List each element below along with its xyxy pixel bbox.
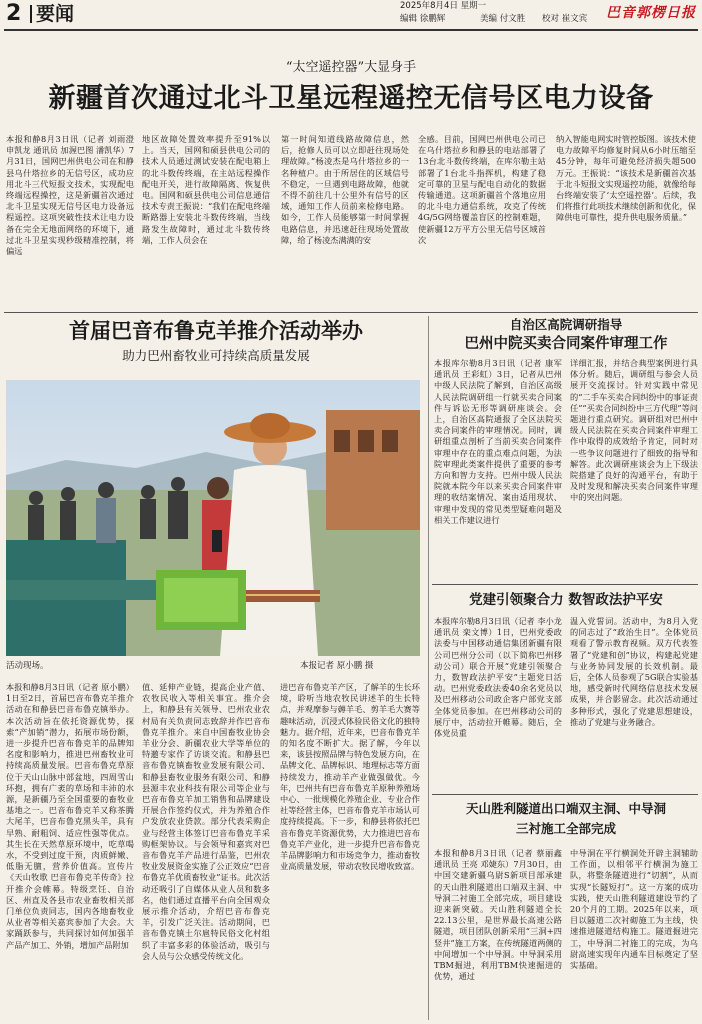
page-number: 2 — [6, 1, 22, 26]
lead-bottom-rule — [4, 312, 698, 313]
issue-date: 2025年8月4日 星期一 — [400, 1, 487, 11]
lead-column-4: 全感。目前，国网巴州供电公司已在乌什塔拉乡和静县的电站部署了13台北斗数传终端，在库尔勒主站部署了1台北斗指挥机，构建了稳定可靠的卫星与配电自动化的数据传输通道。这项新疆首个落地应用的北斗电力通信系统，攻克了传统4G/5G网络覆盖盲区的控制难题，使新疆12万平方公里无信号区域首次 — [418, 134, 546, 245]
masthead-bar — [0, 0, 702, 30]
lead-column-5: 纳入智能电网实时管控版图。该技术使电力故障平均修复时间从6小时压缩至45分钟，每年可避免经济损失超500万元。王振说：“该技术是新疆首次基于北斗短报文实现遥控功能，就像给每台终端安装了‘太空遥控器’。后续，我们将推行此项技术继续创新和优化，保障供电可靠性，提升供电服务质量。” — [556, 134, 696, 223]
court-headline-line-2: 巴州中院买卖合同案件审理工作 — [464, 335, 668, 352]
party-bottom-rule — [432, 794, 698, 795]
event-scene-illustration — [6, 380, 420, 656]
lead-kicker: “太空遥控器”大显身手 — [285, 60, 417, 75]
tunnel-headline-line-2: 三衬施工全部完成 — [515, 821, 616, 836]
sheep-column-1: 本报和静8月3日讯（记者 原小鹏）1日至2日，首届巴音布鲁克羊推介活动在和静县巴音布鲁克镇举办。本次活动旨在依托资源优势，探索“产加销”潜力，拓展市场份额，进一步提升巴音布鲁克羊的品牌知名度和影响力，推进巴州畜牧业可持续高质量发展。巴音布鲁克草原位于天山山脉中部盆地，四周雪山环抱，拥有广袤的草场和丰沛的水源，是新疆乃至全国重要的畜牧业基地之一。巴音布鲁克羊又称茶腾大尾羊，巴音布鲁克黑头羊，具有早熟、耐粗饲、适应性强等优点。其生长在天然草原环境中，吃草喝水，不受到过度干预，肉质鲜嫩、低脂无膻，营养价值高。宣传片《天山牧歌 巴音布鲁克羊传奇》拉开推介会帷幕。特级烹饪、自治区、州直及各县市农业畜牧相关部门单位负责同志，国内各地畜牧业从业者等相关嘉宾参加了大会。大家踊跃参与，共同探讨如何加强羊产品产加工、外销，增加产品附加 — [6, 682, 134, 950]
proofreader-credit: 校对 崔文宾 — [542, 14, 588, 24]
right-column-divider — [428, 316, 429, 1020]
lead-headline: 新疆首次通过北斗卫星远程遥控无信号区电力设备 — [48, 83, 654, 114]
newspaper-logo: 巴音郭楞日报 — [606, 5, 696, 21]
lead-column-2: 地区故障处置效率提升至91%以上。当天，国网和硕县供电公司的技术人员通过测试安装在配电箱上的北斗数传终端，在主站远程操作配电开关，进行故障隔离、恢复供电。国网和硕县供电公司信息通信技术专责王振说：“我们在配电终端断路器上安装北斗数传终端，当线路发生故障时，通过北斗数传终端，工作人员会在 — [142, 134, 270, 245]
party-headline: 党建引领聚合力 数智政法护平安 — [469, 592, 663, 608]
photo-caption: 活动现场。 — [6, 661, 49, 671]
sheep-subhead: 助力巴州畜牧业可持续高质量发展 — [122, 348, 310, 363]
page-number-divider — [30, 5, 32, 23]
lead-column-1: 本报和静8月3日讯（记者 刘雨澄 申凯龙 通讯员 加渥巴图 潘凯华）7月31日，国网巴州供电公司在和静县乌什塔拉乡的无信号区，成功应用北斗三代短报文技术，实现配电终端远程操控，这是新疆首次通过北斗卫星实现无信号区电力设备远程遥控。这项突破性技术让电力设备在完全无地面网络的环境下，通过北斗卫星实现秒级精准控制，将偏远 — [6, 134, 134, 257]
photo-credit: 本报记者 原小鹏 摄 — [300, 661, 374, 671]
court-column-1: 本报库尔勒8月3日讯（记者 康军 通讯员 王彩虹）3日，记者从巴州中级人民法院了解到，自治区高级人民法院调研组一行就买卖合同案件与诉讼无形等调研座谈会。会上，自治区高院通报了全区法院买卖合同案件的审理情况。同时，调研组重点剖析了当前买卖合同案件审理中存在的重点难点问题，为法院审理此类案件提供了重要的参考方向和智力支持。巴州中级人民法院就本院今年以来买卖合同案件审理的收结案情况、案由适用现状、审理中发现的常见类型疑难问题及相关工作建议进行 — [434, 358, 562, 525]
court-column-2: 详细汇报，并结合典型案例进行具体分析。随后，调研组与参会人员展开交流探讨。针对实践中常见的“二手车买卖合同纠纷中的事证责任”“买卖合同纠纷中三方代理”等问题进行重点研究。调研组对巴州中级人民法院在买卖合同案件审理工作中取得的成效给予肯定，同时对一些争议问题进行了细致的指导和解答。此次调研座谈会为上下级法院搭建了良好的沟通平台，有助于及时发现和解决买卖合同案件审理中的突出问题。 — [570, 358, 698, 503]
tunnel-column-1: 本报和静8月3日讯（记者 蔡丽鑫 通讯员 王亮 邓婕东）7月30日，由中国交建新疆乌尉S新项目部承建的天山胜利隧道出口端双主洞、中导洞二衬施工全部完成，项目建设迎来新突破。天山胜利隧道全长22.13公里，是世界最长高速公路隧道，项目团队创新采用“三洞+四竖井”施工方案，在传统隧道两侧的中间增加一个中导洞。中导洞采用TBM掘进，利用TBM快速掘进的优势，通过 — [434, 848, 562, 982]
sheep-headline: 首届巴音布鲁克羊推介活动举办 — [69, 318, 363, 343]
section-title: 要闻 — [36, 3, 75, 25]
party-column-1: 本报库尔勒8月3日讯（记者 李小龙 通讯员 栾文博）1日，巴州党委政法委与中国移动通信集团新疆有限公司巴州分公司（以下简称巴州移动公司）联合开展“党建引领聚合力，数智政法护平安”主题党日活动。巴州党委政法委40余名党员以及巴州移动公司政企客户部党支部全体党员参加。在巴州移动公司的展厅中，活动拉开帷幕。随后，全体党员重 — [434, 616, 562, 739]
court-bottom-rule — [432, 584, 698, 585]
tunnel-column-2: 中导洞在平行横洞处开辟主洞辅助工作面，以相邻平行横洞为施工队，将整条隧道进行“切割”，从而实现“长隧短打”。这一方案的成功实践，使天山胜利隧道建设节约了20个月的工期。2025年以来，项目以隧道二次衬砌施工为主线，快速推进隧道结构施工。隧道掘进完工，中导洞二衬施工的完成，为乌尉高速实现年内通车目标奠定了坚实基础。 — [570, 848, 698, 971]
lead-column-3: 第一时间知道线路故障信息，然后，抢修人员可以立即赶往现场处理故障。”杨凌杰是乌什塔拉乡的一名种植户。由于所居住的区域信号不稳定，一旦遇到电路故障，他就不得不前往几十公里外有信号的区域，通知工作人员前来检修电路。如今，工作人员能够第一时间掌握电路信息，并迅速赶往现场处置故障，给了杨凌杰满满的安 — [281, 134, 409, 245]
party-column-2: 温入党誓词。活动中，为8月入党的同志过了“政治生日”。全体党员观看了警示教育视频。双方代表签署了“党建和创”协议，构建起党建与业务协同发展的长效机制。最后，全体人员参观了5G联合实验基地，感受新时代网络信息技术发展成果，并合影留念。此次活动通过多种形式，强化了党建思想建设，推动了党建与业务融合。 — [570, 616, 698, 727]
sheep-column-2: 值、延伸产业链，提高企业产值、农牧民收入等相关事宜。推介会上，和静县有关领导、巴州农业农村局有关负责同志致辞并作巴音布鲁克羊推介。来自中国畜牧业协会羊业分会、新疆农业大学等单位的特邀专家作了访谈交流。和静县巴音布鲁克镇畜牧业发展有限公司、和静县畜牧业服务有限公司、和静县源丰农业科技有限公司等企业与巴音布鲁克羊加工销售和品牌建设开展合作签约仪式，并为养殖合作户发放农业贷款。部分代表采购企业与经营主体签订巴音布鲁克羊采购框架协议。与会领导和嘉宾对巴音布鲁克羊产品进行品鉴，巴州农牧业发展资金实施了公正效应“巴音布鲁克羊优质畜牧业”证书。此次活动还吸引了自媒体从业人员和数多名，他们通过直播平台向全国观众展示推介活动，介绍巴音布鲁克羊，引发广泛关注。活动期间，巴音布鲁克镇土尔扈特民俗文化村组织了丰富多彩的体验活动，吸引与会人员与公众感受传统文化。 — [142, 682, 270, 961]
header-rule — [4, 29, 698, 31]
art-editor-credit: 美编 付文胜 — [480, 14, 526, 24]
court-headline-line-1: 自治区高院调研指导 — [509, 317, 623, 332]
editor-credit: 编辑 徐鹏辉 — [400, 14, 446, 24]
tunnel-headline-line-1: 天山胜利隧道出口端双主洞、中导洞 — [465, 801, 666, 816]
sheep-event-photo — [6, 380, 420, 656]
sheep-column-3: 进巴音布鲁克羊产区，了解羊的生长环境，聆听当地农牧民讲述羊的生长特点，并观摩参与薅羊毛、剪羊毛大赛等趣味活动，沉浸式体验民俗文化的独特魅力。据介绍，近年来，巴音布鲁克羊的知名度不断扩大。据了解，今年以来，该县按照品牌与特色发展方向，在品牌文化、品牌标识、地理标志等方面持续发力，推动羊产业做强做优。今年，巴州共有巴音布鲁克羊原种养殖场中心、一批规模化养殖企业、专业合作社等经营主体，巴音布鲁克羊市场认可度持续提高。下一步，和静县将依托巴音布鲁克羊资源优势，大力推进巴音布鲁克羊产业化，进一步提升巴音布鲁克羊品牌影响力和市场竞争力，推动畜牧业高质量发展，带动农牧民增收致富。 — [280, 682, 420, 872]
